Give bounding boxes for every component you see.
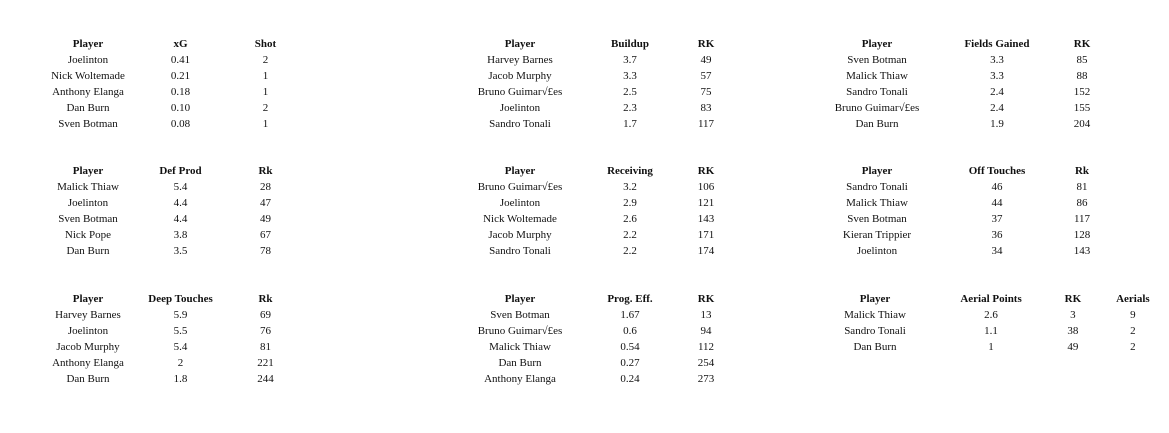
table-row (460, 52, 732, 68)
value-cell: 1 (262, 86, 269, 98)
table-row (460, 179, 732, 195)
player-cell: Sven Botman (847, 54, 907, 66)
value-cell: 2 (262, 102, 269, 114)
table-row (33, 100, 313, 116)
value-cell: 3.2 (623, 181, 637, 193)
table-row (817, 52, 1107, 68)
column-header: Aerial Points (960, 293, 1022, 305)
value-cell: 5.9 (173, 309, 188, 321)
table-row (33, 179, 313, 195)
value-cell: 49 (1067, 341, 1079, 353)
player-cell: Dan Burn (66, 102, 110, 114)
value-cell: 83 (700, 102, 712, 114)
table-row (817, 227, 1107, 243)
value-cell: 5.5 (173, 325, 188, 337)
table-row (460, 355, 732, 371)
table-row (33, 227, 313, 243)
value-cell: 0.27 (620, 357, 640, 369)
player-cell: Harvey Barnes (55, 309, 121, 321)
table-header-row (33, 36, 313, 52)
table-row (817, 195, 1107, 211)
table-header-row (817, 36, 1107, 52)
player-cell: Jacob Murphy (488, 229, 552, 241)
player-cell: Anthony Elanga (52, 357, 124, 369)
player-cell: Malick Thiaw (489, 341, 551, 353)
player-cell: Joelinton (67, 54, 109, 66)
value-cell: 0.24 (620, 373, 640, 385)
value-cell: 88 (1076, 70, 1088, 82)
value-cell: 44 (991, 197, 1003, 209)
table-row (33, 211, 313, 227)
stat-table-receiving (460, 163, 732, 259)
table-header-row (460, 36, 732, 52)
value-cell: 1.8 (173, 373, 188, 385)
column-header: RK (1073, 38, 1091, 50)
table-row (460, 68, 732, 84)
table-header-row (817, 163, 1107, 179)
value-cell: 9 (1130, 309, 1136, 321)
value-cell: 78 (260, 245, 271, 257)
column-header: Off Touches (968, 165, 1026, 177)
value-cell: 273 (697, 373, 715, 385)
player-cell: Dan Burn (498, 357, 542, 369)
player-cell: Nick Pope (64, 229, 112, 241)
value-cell: 106 (697, 181, 715, 193)
table-row (460, 371, 732, 387)
column-header: Player (859, 293, 891, 305)
value-cell: 85 (1076, 54, 1088, 66)
value-cell: 36 (991, 229, 1003, 241)
value-cell: 1 (262, 118, 269, 130)
player-cell: Sven Botman (847, 213, 907, 225)
value-cell: 28 (260, 181, 271, 193)
stat-table-buildup (460, 36, 732, 132)
player-cell: Bruno Guimar√£es (477, 86, 563, 98)
value-cell: 81 (260, 341, 271, 353)
player-cell: Jacob Murphy (488, 70, 552, 82)
column-header: Player (72, 38, 104, 50)
table-row (33, 243, 313, 259)
column-header: Rk (1074, 165, 1090, 177)
value-cell: 3.3 (990, 70, 1004, 82)
table-row (460, 243, 732, 259)
table-header-row (460, 163, 732, 179)
player-cell: Joelinton (67, 325, 109, 337)
value-cell: 3 (1070, 309, 1076, 321)
player-cell: Sandro Tonali (489, 118, 551, 130)
table-row (460, 116, 732, 132)
value-cell: 34 (991, 245, 1003, 257)
value-cell: 152 (1073, 86, 1091, 98)
player-cell: Joelinton (499, 197, 541, 209)
column-header: Aerials (1116, 293, 1150, 305)
table-row (33, 339, 313, 355)
value-cell: 155 (1073, 102, 1091, 114)
value-cell: 2 (1130, 325, 1136, 337)
value-cell: 3.7 (623, 54, 637, 66)
value-cell: 1.9 (990, 118, 1004, 130)
column-header: Player (72, 293, 104, 305)
value-cell: 2.3 (623, 102, 637, 114)
value-cell: 1.1 (984, 325, 998, 337)
table-row (33, 116, 313, 132)
column-header: Def Prod (159, 165, 202, 177)
value-cell: 2.2 (623, 245, 637, 257)
player-cell: Joelinton (856, 245, 898, 257)
table-row (460, 84, 732, 100)
value-cell: 1.7 (623, 118, 637, 130)
stat-table-off-touches (817, 163, 1107, 259)
player-cell: Nick Woltemade (51, 70, 125, 82)
column-header: Player (861, 165, 893, 177)
value-cell: 174 (697, 245, 715, 257)
value-cell: 76 (260, 325, 271, 337)
player-cell: Sandro Tonali (846, 86, 908, 98)
value-cell: 38 (1067, 325, 1079, 337)
value-cell: 0.6 (623, 325, 637, 337)
player-cell: Bruno Guimar√£es (477, 325, 563, 337)
stat-table-xg (33, 36, 313, 132)
table-row (33, 68, 313, 84)
value-cell: 112 (697, 341, 715, 353)
value-cell: 46 (991, 181, 1003, 193)
stat-table-deep-touches (33, 291, 313, 387)
table-row (33, 84, 313, 100)
value-cell: 67 (260, 229, 271, 241)
value-cell: 2 (1130, 341, 1136, 353)
value-cell: 2.4 (990, 102, 1004, 114)
value-cell: 5.4 (173, 181, 188, 193)
table-row (33, 371, 313, 387)
value-cell: 69 (260, 309, 271, 321)
value-cell: 57 (700, 70, 712, 82)
column-header: Prog. Eff. (607, 293, 653, 305)
value-cell: 143 (1073, 245, 1091, 257)
column-header: Receiving (607, 165, 653, 177)
value-cell: 128 (1073, 229, 1091, 241)
column-header: Player (504, 165, 536, 177)
player-cell: Joelinton (499, 102, 541, 114)
stat-table-def-prod (33, 163, 313, 259)
table-row (817, 339, 1169, 355)
value-cell: 0.41 (170, 54, 191, 66)
player-cell: Bruno Guimar√£es (834, 102, 920, 114)
value-cell: 49 (260, 213, 271, 225)
value-cell: 2.6 (984, 309, 998, 321)
player-cell: Harvey Barnes (487, 54, 553, 66)
table-row (817, 243, 1107, 259)
player-cell: Malick Thiaw (846, 70, 908, 82)
value-cell: 3.8 (173, 229, 188, 241)
value-cell: 204 (1073, 118, 1091, 130)
value-cell: 37 (991, 213, 1003, 225)
table-row (33, 52, 313, 68)
player-cell: Dan Burn (66, 373, 110, 385)
column-header: Shot (254, 38, 277, 50)
value-cell: 2.9 (623, 197, 637, 209)
value-cell: 254 (697, 357, 715, 369)
player-cell: Bruno Guimar√£es (477, 181, 563, 193)
value-cell: 2.2 (623, 229, 637, 241)
player-cell: Dan Burn (66, 245, 110, 257)
value-cell: 1 (988, 341, 994, 353)
value-cell: 0.08 (170, 118, 191, 130)
table-row (460, 195, 732, 211)
player-cell: Malick Thiaw (844, 309, 906, 321)
value-cell: 1.67 (620, 309, 640, 321)
value-cell: 117 (1073, 213, 1091, 225)
value-cell: 47 (260, 197, 271, 209)
value-cell: 86 (1076, 197, 1088, 209)
table-row (817, 211, 1107, 227)
value-cell: 0.21 (170, 70, 191, 82)
value-cell: 221 (257, 357, 274, 369)
column-header: xG (173, 38, 188, 50)
table-row (33, 355, 313, 371)
player-cell: Sven Botman (58, 213, 118, 225)
table-header-row (33, 163, 313, 179)
table-row (817, 307, 1169, 323)
column-header: RK (697, 38, 715, 50)
table-row (817, 179, 1107, 195)
column-header: RK (1064, 293, 1082, 305)
player-cell: Anthony Elanga (484, 373, 556, 385)
table-row (817, 68, 1107, 84)
player-cell: Malick Thiaw (846, 197, 908, 209)
value-cell: 94 (700, 325, 712, 337)
column-header: Fields Gained (964, 38, 1030, 50)
player-cell: Joelinton (67, 197, 109, 209)
value-cell: 121 (697, 197, 715, 209)
player-cell: Nick Woltemade (483, 213, 557, 225)
table-row (460, 211, 732, 227)
player-cell: Sandro Tonali (846, 181, 908, 193)
player-cell: Dan Burn (853, 341, 897, 353)
table-row (817, 116, 1107, 132)
value-cell: 81 (1076, 181, 1088, 193)
value-cell: 5.4 (173, 341, 188, 353)
value-cell: 143 (697, 213, 715, 225)
table-row (460, 339, 732, 355)
table-row (33, 307, 313, 323)
table-row (33, 323, 313, 339)
player-cell: Sandro Tonali (489, 245, 551, 257)
value-cell: 244 (257, 373, 274, 385)
player-cell: Jacob Murphy (56, 341, 120, 353)
column-header: Rk (258, 293, 273, 305)
column-header: Deep Touches (148, 293, 213, 305)
player-cell: Sven Botman (58, 118, 118, 130)
value-cell: 2 (262, 54, 269, 66)
table-row (460, 100, 732, 116)
value-cell: 2.6 (623, 213, 637, 225)
column-header: Player (504, 38, 536, 50)
column-header: Player (861, 38, 893, 50)
value-cell: 75 (700, 86, 712, 98)
value-cell: 0.54 (620, 341, 640, 353)
value-cell: 0.10 (170, 102, 191, 114)
table-row (33, 195, 313, 211)
column-header: Player (504, 293, 536, 305)
value-cell: 49 (700, 54, 712, 66)
table-row (817, 323, 1169, 339)
column-header: RK (697, 165, 715, 177)
player-cell: Dan Burn (855, 118, 899, 130)
player-cell: Malick Thiaw (57, 181, 119, 193)
value-cell: 13 (700, 309, 712, 321)
value-cell: 0.18 (170, 86, 191, 98)
value-cell: 117 (697, 118, 715, 130)
value-cell: 2.5 (623, 86, 637, 98)
player-cell: Sven Botman (490, 309, 550, 321)
value-cell: 171 (697, 229, 715, 241)
table-row (817, 84, 1107, 100)
value-cell: 3.3 (990, 54, 1004, 66)
column-header: RK (697, 293, 715, 305)
table-row (460, 307, 732, 323)
table-header-row (460, 291, 732, 307)
value-cell: 4.4 (173, 213, 188, 225)
table-row (460, 323, 732, 339)
column-header: Rk (258, 165, 273, 177)
player-cell: Sandro Tonali (844, 325, 906, 337)
stat-table-prog-eff (460, 291, 732, 387)
stat-table-fields-gained (817, 36, 1107, 132)
table-row (460, 227, 732, 243)
value-cell: 2.4 (990, 86, 1004, 98)
value-cell: 3.3 (623, 70, 637, 82)
value-cell: 1 (262, 70, 269, 82)
stat-table-aerial-points (817, 291, 1169, 355)
table-header-row (817, 291, 1169, 307)
table-header-row (33, 291, 313, 307)
table-row (817, 100, 1107, 116)
value-cell: 2 (177, 357, 184, 369)
column-header: Player (72, 165, 104, 177)
player-cell: Kieran Trippier (842, 229, 912, 241)
player-cell: Anthony Elanga (52, 86, 124, 98)
value-cell: 4.4 (173, 197, 188, 209)
column-header: Buildup (611, 38, 649, 50)
value-cell: 3.5 (173, 245, 188, 257)
